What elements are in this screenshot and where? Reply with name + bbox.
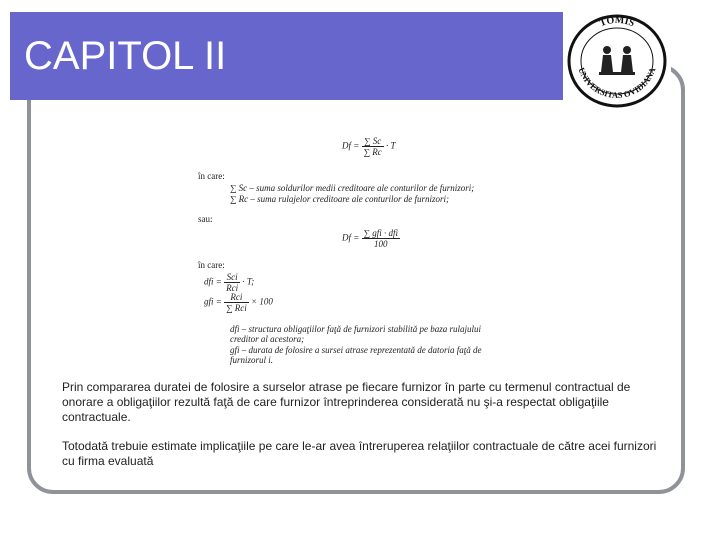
label-in-care-1: în care: xyxy=(198,171,225,181)
definition-sc: ∑ Sc – suma soldurilor medii creditoare ale conturilor de furnizori; xyxy=(230,183,475,193)
formula-df-2 xyxy=(342,228,400,249)
body-paragraph-2: Totodată trebuie estimate implicaţiile pe care le-ar avea întreruperea relaţiilor contractuale de către acei furnizori cu firma evaluată xyxy=(62,439,657,468)
fraction xyxy=(362,228,400,249)
formula-lhs: gfi = xyxy=(204,296,222,307)
fraction-denominator: ∑ Rc xyxy=(363,147,382,157)
label-sau: sau: xyxy=(198,214,213,224)
formula-lhs: dfi = xyxy=(204,276,222,287)
fraction xyxy=(224,292,249,313)
fraction xyxy=(362,136,384,157)
seal-graphic xyxy=(563,10,671,112)
formula-tail: · T; xyxy=(242,276,255,287)
formula-tail: · T xyxy=(386,140,396,151)
seal-text-top: TOMIS xyxy=(598,14,636,30)
formula-image xyxy=(196,128,556,368)
definition-gfi-line2: furnizorul i. xyxy=(230,355,274,365)
definition-dfi-line1: dfi – structura obligaţiilor faţă de furnizori stabilită pe baza rulajului xyxy=(230,324,482,334)
fraction-denominator: 100 xyxy=(374,239,388,249)
slide-title: CAPITOL II xyxy=(24,34,227,78)
fraction-denominator: Rci xyxy=(226,283,239,293)
seal-text-around: UNIVERSITAS OVIDIANA xyxy=(576,66,658,101)
body-text xyxy=(62,380,662,483)
definition-dfi-line2: creditor al acestora; xyxy=(230,334,305,344)
definition-gfi-line1: gfi – durata de folosire a sursei atrase reprezentată de datoria faţă de xyxy=(230,345,482,355)
fraction-numerator: ∑ gfi · dfi xyxy=(363,228,398,238)
fraction-numerator: Sci xyxy=(224,272,240,283)
formula-tail: × 100 xyxy=(251,296,273,307)
fraction-denominator: ∑ Rci xyxy=(226,303,247,313)
formula-dfi xyxy=(204,272,254,293)
fraction-numerator: Rci xyxy=(224,292,249,303)
formula-lhs: Df = xyxy=(342,232,360,243)
university-seal-icon xyxy=(563,10,671,112)
body-paragraph-1: Prin compararea duratei de folosire a surselor atrase pe fiecare furnizor în parte cu termenul contractual de onorare a obligaţiilor rezultă faţă de care furnizor întreprinderea considerată nu şi-a respectat obligaţiile contractuale. xyxy=(62,380,631,424)
fraction-numerator: ∑ Sc xyxy=(362,136,384,147)
label-in-care-2: în care: xyxy=(198,260,225,270)
formula-lhs: Df = xyxy=(342,140,360,151)
formula-df-1 xyxy=(342,136,396,157)
definition-rc: ∑ Rc – suma rulajelor creditoare ale conturilor de furnizori; xyxy=(230,194,449,204)
formula-gfi xyxy=(204,292,273,313)
fraction xyxy=(224,272,240,293)
